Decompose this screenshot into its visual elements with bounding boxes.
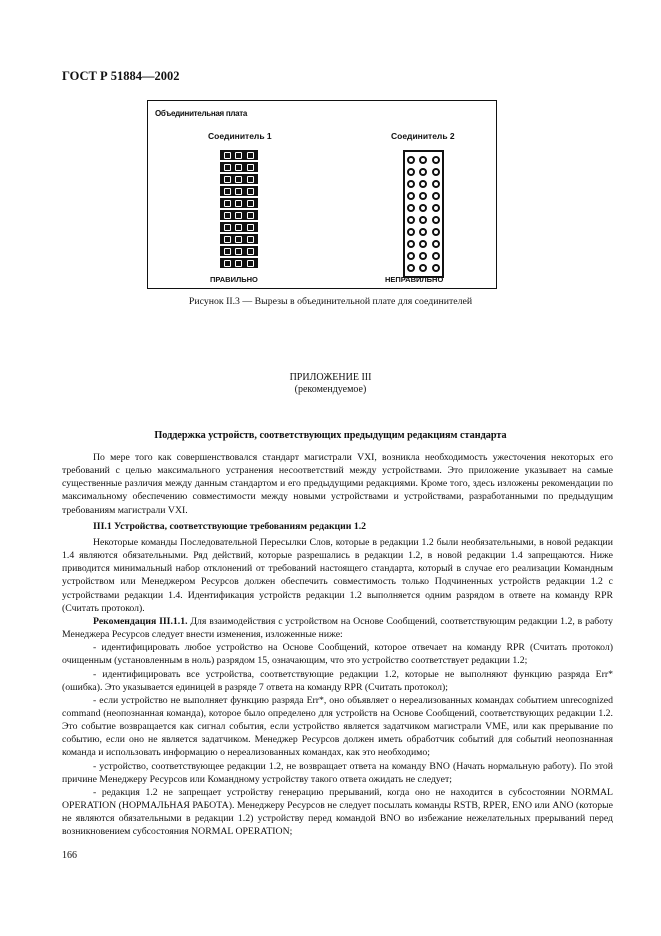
list-item: - если устройство не выполняет функцию разряда Err*, оно объявляет о нереализованных командах событием unrecognized command (неопознанная команда), которое было определено для устройств на Основе Сообщений, соответствующих редакции 1.2. Это событие возвращается как сигнал события, если устройство является задатчиком магистрали VME, или как прерывание по событию, если оно не является задатчиком. Менеджер Ресурсов должен иметь обработчик событий для событий неопознанная команда и использовать информацию о нереализованных командах, как это необходимо; [62,694,613,759]
pin-icon [432,156,440,164]
incorrect-label: НЕПРАВИЛЬНО [385,275,444,284]
pin-icon [407,240,415,248]
pin-icon [419,228,427,236]
pin-icon [432,216,440,224]
appendix-number: ПРИЛОЖЕНИЕ III [289,372,372,383]
pin-icon [235,164,242,171]
appendix-subtitle: (рекомендуемое) [294,384,367,395]
pin-icon [419,180,427,188]
pin-icon [235,236,242,243]
recommendation-paragraph [62,615,613,641]
pin-icon [432,228,440,236]
pin-icon [247,200,254,207]
pin-icon [224,212,231,219]
pin-icon [432,240,440,248]
pin-icon [419,156,427,164]
pin-icon [224,176,231,183]
pin-icon [419,192,427,200]
pin-icon [432,252,440,260]
pin-icon [407,216,415,224]
connector2-label: Соединитель 2 [391,131,455,141]
pin-icon [224,164,231,171]
section-heading: III.1 Устройства, соответствующие требованиям редакции 1.2 [93,520,367,532]
pin-icon [247,152,254,159]
body-text [62,451,613,839]
connector-slot-cutout [220,198,258,208]
pin-icon [235,248,242,255]
connector-slot-cutout [220,162,258,172]
connector-slot-cutout [220,222,258,232]
document-header: ГОСТ Р 51884—2002 [62,69,180,83]
recommendation-text: Для взаимодействия с устройством на Основе Сообщений, соответствующим редакции 1.2, в работу Менеджера Ресурсов следует внести изменения, изложенные ниже: [62,615,613,641]
pin-icon [419,216,427,224]
pin-icon [224,224,231,231]
list-item: - редакция 1.2 не запрещает устройству генерацию прерываний, когда оно не находится в субсостоянии NORMAL OPERATION (НОРМАЛЬНАЯ РАБОТА). Менеджеру Ресурсов не следует посылать команды RSTB, RPER, ENO или ANO (которые не являются обязательными в редакции 1.2) устройству перед командой BNO во избежание нежелательных прерываний перед возникновением субсостояния NORMAL OPERATION; [62,786,613,838]
connector-pin-row [405,166,442,178]
pin-icon [247,260,254,267]
pin-icon [419,240,427,248]
pin-icon [419,264,427,272]
connector-slot-cutout [220,150,258,160]
connector-slot-cutout [220,174,258,184]
pin-icon [407,180,415,188]
pin-icon [235,212,242,219]
connector1-drawing [220,150,258,270]
connector-pin-row [405,238,442,250]
pin-icon [235,176,242,183]
appendix-title [0,372,661,396]
pin-icon [235,200,242,207]
connector-slot-cutout [220,234,258,244]
connector1-label: Соединитель 1 [208,131,272,141]
appendix-heading: Поддержка устройств, соответствующих предыдущим редакциям стандарта [154,430,507,441]
connector-pin-row [405,226,442,238]
pin-icon [247,224,254,231]
list-item: - идентифицировать любое устройство на Основе Сообщений, которое отвечает на команду RPR (Считать протокол) очищенным (установленным в ноль) разрядом 15, означающим, что это устройство соответствует редакции 1.2; [62,642,613,667]
connector-slot-cutout [220,210,258,220]
pin-icon [432,192,440,200]
connector-slot-cutout [220,246,258,256]
connector-pin-row [405,214,442,226]
pin-icon [224,188,231,195]
pin-icon [407,228,415,236]
pin-icon [432,180,440,188]
recommendation-label: Рекомендация III.1.1. [93,615,188,627]
pin-icon [224,260,231,267]
pin-icon [247,176,254,183]
pin-icon [432,204,440,212]
connector-pin-row [405,190,442,202]
connector-slot-cutout [220,186,258,196]
connector-slot-cutout [220,258,258,268]
list-item: - устройство, соответствующее редакции 1.2, не возвращает ответа на команду BNO (Начать нормальную работу). По этой причине Менеджеру Ресурсов или Командному устройству такого ответа ожидать не следует; [62,760,613,785]
pin-icon [407,264,415,272]
page-number: 166 [62,850,77,861]
pin-icon [224,248,231,255]
list-item: - идентифицировать все устройства, соответствующие редакции 1.2, которые не выполняют функцию разряда Err* (ошибка). Это указывается единицей в разряде 7 ответа на команду RPR (Считать протокол); [62,668,613,693]
pin-icon [419,252,427,260]
pin-icon [224,152,231,159]
connector-pin-row [405,262,442,274]
pin-icon [235,260,242,267]
pin-icon [247,248,254,255]
figure-backplane [147,100,497,289]
pin-icon [247,212,254,219]
connector-pin-row [405,178,442,190]
pin-icon [407,252,415,260]
pin-icon [432,168,440,176]
pin-icon [419,204,427,212]
intro-paragraph: По мере того как совершенствовался стандарт магистрали VXI, возникла необходимость ужесточения некоторых его требований с целью максимального устранения несоответствий между устройствами. Это приложение указывает на самые существенные различия между данным стандартом и его предыдущими редакциями. Кроме того, здесь изложены рекомендации по максимальному обеспечению совместимости между новыми устройствами и устройствами, разработанными по предыдущим требованиям магистрали VXI. [62,452,613,516]
correct-label: ПРАВИЛЬНО [210,275,258,284]
pin-icon [235,152,242,159]
connector-pin-row [405,154,442,166]
pin-icon [407,168,415,176]
pin-icon [247,188,254,195]
pin-icon [407,192,415,200]
pin-icon [224,200,231,207]
pin-icon [247,236,254,243]
connector2-drawing [403,150,444,278]
section-paragraph: Некоторые команды Последовательной Пересылки Слов, которые в редакции 1.2 были необязательными, в новой редакции 1.4 являются обязательными. Ряд действий, которые разрешались в редакции 1.2, в новой редакции 1.4 запрещаются. Ниже приводится минимальный набор отклонений от требований настоящего стандарта, который в случае его реализации Командным устройством или Менеджером Ресурсов должен обеспечить совместимость только Подчиненных устройств редакции 1.2 с устройствами редакции 1.4. Идентификация устройств редакции 1.2 выполняется одним разрядом в ответе на команду RPR (Считать протокол). [62,536,613,614]
pin-icon [235,224,242,231]
connector-pin-row [405,202,442,214]
connector-pin-row [405,250,442,262]
pin-icon [235,188,242,195]
figure-caption: Рисунок II.3 — Вырезы в объединительной плате для соединителей [188,296,473,307]
pin-icon [224,236,231,243]
pin-icon [419,168,427,176]
figure-title: Объединительная плата [155,109,248,118]
pin-icon [247,164,254,171]
pin-icon [407,156,415,164]
pin-icon [407,204,415,212]
pin-icon [432,264,440,272]
